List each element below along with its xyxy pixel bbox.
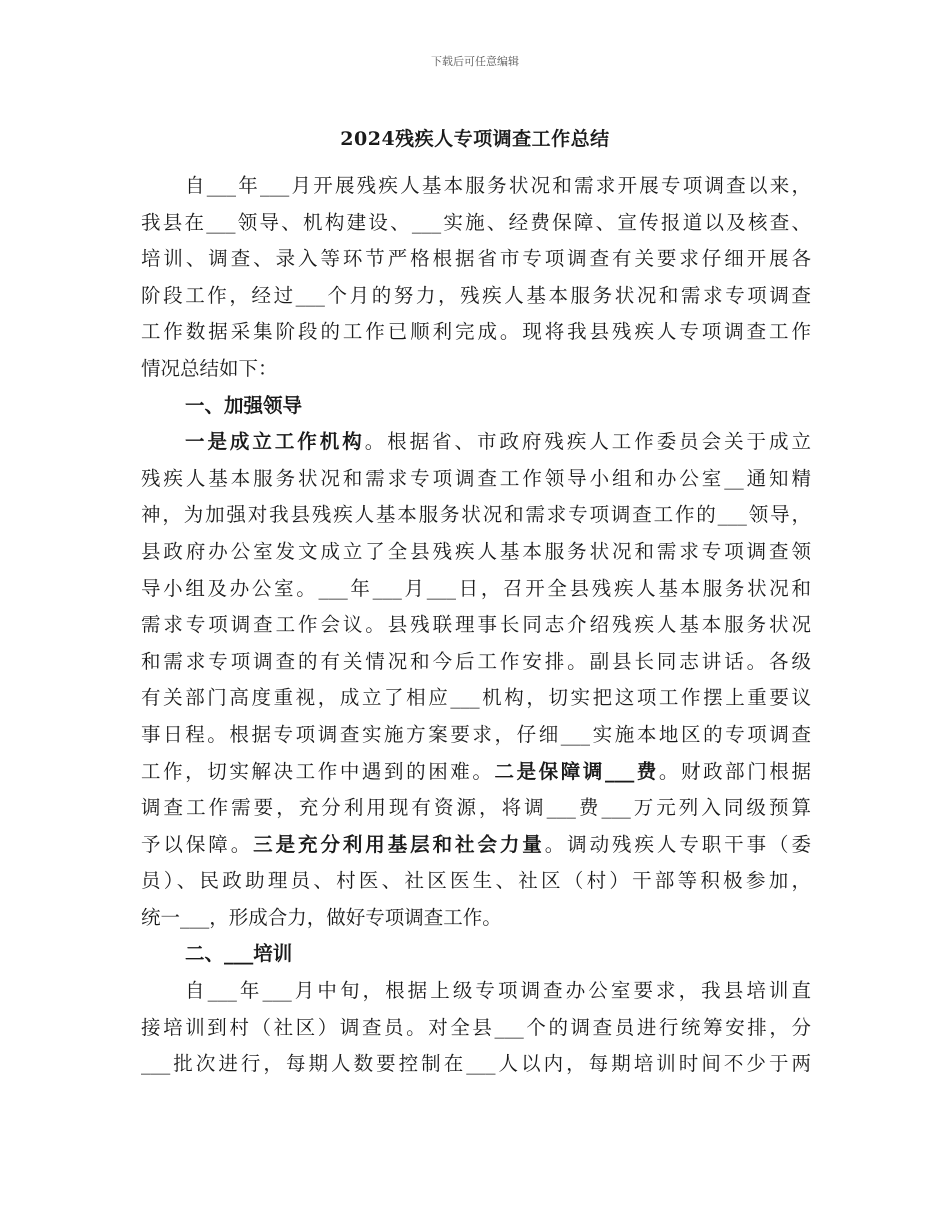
text-line [141,278,811,315]
document-title: 2024残疾人专项调查工作总结 [340,128,610,150]
text-line [141,205,811,242]
text-segment: 接培训到村（社区）调查员。对全县___个的调查员进行统筹安排，分 [141,1015,811,1039]
section-heading [141,388,811,425]
text-segment: 阶段工作，经过___个月的努力，残疾人基本服务状况和需求专项调查 [141,283,811,307]
text-segment: 统一___，形成合力，做好专项调查工作。 [141,905,502,929]
text-line [141,534,811,571]
text-line [141,754,811,791]
text-segment: 。根据省、市政府残疾人工作委员会关于成立 [364,430,811,454]
text-line [141,168,811,205]
text-line [141,461,811,498]
text-segment: 神，为加强对我县残疾人基本服务状况和需求专项调查工作的___领导， [141,503,811,527]
text-segment: 予以保障。 [141,832,254,856]
text-segment: 员）、民政助理员、村医、社区医生、社区（村）干部等积极参加， [141,869,811,893]
header-note: 下载后可任意编辑 [431,55,519,68]
text-segment: 县政府办公室发文成立了全县残疾人基本服务状况和需求专项调查领 [141,539,811,563]
text-line [141,351,811,388]
text-segment: 工作，切实解决工作中遇到的困难。 [141,759,495,783]
bold-text: 一是成立工作机构 [185,430,365,454]
text-segment: 残疾人基本服务状况和需求专项调查工作领导小组和办公室__通知精 [141,466,811,490]
text-line [141,424,811,461]
text-line [141,314,811,351]
text-line [141,644,811,681]
text-segment: 事日程。根据专项调查实施方案要求，仔细___实施本地区的专项调查 [141,722,811,746]
bold-text: 一、加强领导 [185,393,303,417]
text-segment: 我县在___领导、机构建设、___实施、经费保障、宣传报道以及核查、 [141,210,811,234]
text-line [141,497,811,534]
text-segment: 自___年___月开展残疾人基本服务状况和需求开展专项调查以来， [185,174,811,197]
text-segment: 调查工作需要，充分利用现有资源，将调___费___万元列入同级预算 [141,796,811,820]
text-segment: 工作数据采集阶段的工作已顺利完成。现将我县残疾人专项调查工作 [141,320,811,344]
text-line [141,680,811,717]
text-line [141,241,811,278]
bold-text: 二、___培训 [185,942,293,966]
bold-text: 二是保障调___费 [494,759,659,783]
text-line [141,863,811,900]
text-segment: 导小组及办公室。___年___月___日，召开全县残疾人基本服务状况和 [141,576,811,600]
text-line [141,827,811,864]
text-line [141,607,811,644]
text-segment: 。调动残疾人专职干事（委 [544,832,811,856]
document-body [141,168,811,1083]
text-segment: 和需求专项调查的有关情况和今后工作安排。副县长同志讲话。各级 [141,649,811,673]
text-segment: ___批次进行，每期人数要控制在___人以内，每期培训时间不少于两 [141,1052,811,1076]
bold-text: 三是充分利用基层和社会力量 [253,832,545,856]
text-line [141,900,811,937]
text-line [141,1046,811,1083]
text-segment: 情况总结如下： [141,356,278,380]
text-segment: 培训、调查、录入等环节严格根据省市专项调查有关要求仔细开展各 [141,247,811,271]
text-segment: 自___年___月中旬，根据上级专项调查办公室要求，我县培训直 [185,979,811,1003]
text-segment: 。财政部门根据 [658,759,811,783]
text-line [141,717,811,754]
text-line [141,571,811,608]
text-segment: 需求专项调查工作会议。县残联理事长同志介绍残疾人基本服务状况 [141,613,811,637]
text-line [141,1010,811,1047]
text-line [141,790,811,827]
text-line [141,973,811,1010]
text-segment: 有关部门高度重视，成立了相应___机构，切实把这项工作摆上重要议 [141,686,811,710]
section-heading [141,936,811,973]
